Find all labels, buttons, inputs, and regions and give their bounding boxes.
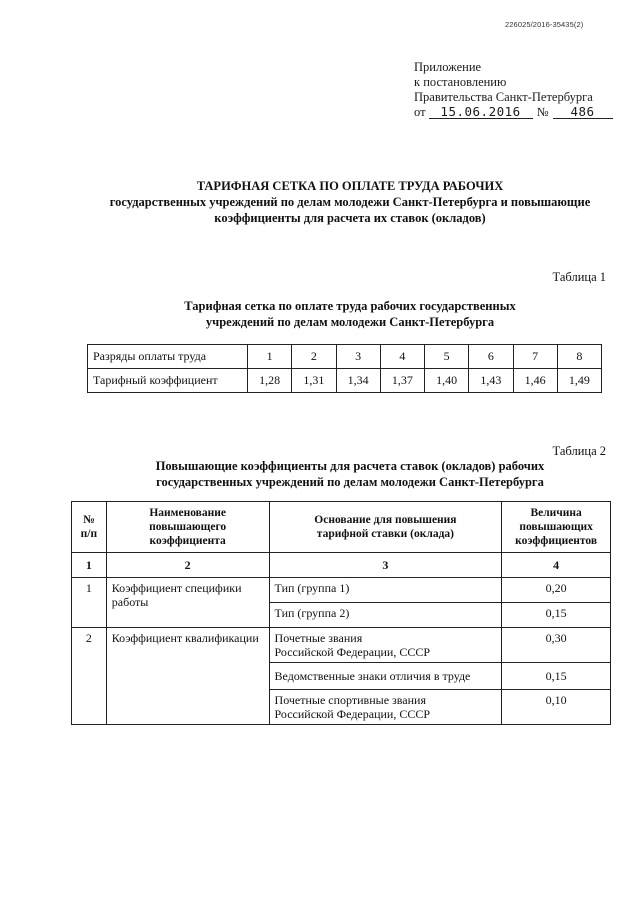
main-title bbox=[60, 178, 640, 226]
appendix-line-2: к постановлению bbox=[414, 75, 507, 89]
header-name bbox=[106, 502, 269, 553]
row-number: 2 bbox=[72, 628, 107, 725]
coefficient-cell: 1,31 bbox=[292, 369, 336, 393]
column-number: 3 bbox=[269, 553, 502, 578]
basis-cell: Тип (группа 1) bbox=[269, 578, 502, 603]
coefficient-cell: 1,28 bbox=[248, 369, 292, 393]
grades-row bbox=[88, 345, 602, 369]
header-basis-line-1: Основание для повышения bbox=[314, 514, 457, 526]
resolution-number: 486 bbox=[553, 106, 613, 119]
raising-coefficients-table bbox=[71, 501, 611, 725]
grade-cell: 8 bbox=[557, 345, 601, 369]
grade-cell: 6 bbox=[469, 345, 513, 369]
table2-title-line-2: государственных учреждений по делам молодежи Санкт-Петербурга bbox=[156, 475, 544, 489]
table2-title bbox=[60, 458, 640, 490]
header-name-line-3: коэффициента bbox=[149, 535, 226, 547]
header-name-line-1: Наименование bbox=[149, 507, 226, 519]
grade-cell: 7 bbox=[513, 345, 557, 369]
basis-cell bbox=[269, 690, 502, 725]
column-numbers-row bbox=[72, 553, 611, 578]
header-value-line-2: повышающих bbox=[519, 521, 593, 533]
coefficient-cell: 1,37 bbox=[380, 369, 424, 393]
coefficient-cell: 1,43 bbox=[469, 369, 513, 393]
coefficients-row bbox=[88, 369, 602, 393]
value-cell: 0,10 bbox=[502, 690, 611, 725]
basis-cell: Тип (группа 2) bbox=[269, 603, 502, 628]
header-value bbox=[502, 502, 611, 553]
header-value-line-1: Величина bbox=[530, 507, 582, 519]
coefficient-cell: 1,40 bbox=[425, 369, 469, 393]
document-id: 226025/2016-35435(2) bbox=[505, 20, 584, 29]
coefficient-name-line-1: Коэффициент специфики bbox=[111, 581, 242, 595]
from-label: от bbox=[414, 105, 426, 119]
basis-line-1: Почетные звания bbox=[274, 631, 363, 645]
row-number: 1 bbox=[72, 578, 107, 628]
value-cell: 0,30 bbox=[502, 628, 611, 663]
value-cell: 0,15 bbox=[502, 663, 611, 690]
coefficient-name: Коэффициент квалификации bbox=[106, 628, 269, 725]
table2-header-row bbox=[72, 502, 611, 553]
table1-label: Таблица 1 bbox=[552, 270, 606, 284]
header-name-line-2: повышающего bbox=[149, 521, 227, 533]
coefficient-name bbox=[106, 578, 269, 628]
column-number: 4 bbox=[502, 553, 611, 578]
table1-title-line-2: учреждений по делам молодежи Санкт-Петербурга bbox=[205, 315, 495, 329]
main-title-line-2: государственных учреждений по делам молодежи Санкт-Петербурга и повышающие bbox=[109, 195, 591, 209]
main-title-line-1: ТАРИФНАЯ СЕТКА ПО ОПЛАТЕ ТРУДА РАБОЧИХ bbox=[196, 179, 504, 193]
header-no-line-2: п/п bbox=[80, 528, 98, 540]
grade-cell: 2 bbox=[292, 345, 336, 369]
column-number: 1 bbox=[72, 553, 107, 578]
coefficients-row-head: Тарифный коэффициент bbox=[88, 369, 248, 393]
header-basis bbox=[269, 502, 502, 553]
basis-line-1: Почетные спортивные звания bbox=[274, 693, 426, 707]
coefficient-cell: 1,46 bbox=[513, 369, 557, 393]
basis-line-2: Российской Федерации, СССР bbox=[274, 645, 431, 659]
appendix-date-line bbox=[414, 105, 614, 120]
coefficient-name-line-2: работы bbox=[111, 595, 149, 609]
appendix-block bbox=[414, 60, 614, 120]
table-row bbox=[72, 628, 611, 663]
coefficient-cell: 1,34 bbox=[336, 369, 380, 393]
appendix-line-1: Приложение bbox=[414, 60, 482, 74]
main-title-line-3: коэффициенты для расчета их ставок (окладов) bbox=[214, 211, 486, 225]
tariff-grid-table bbox=[87, 344, 602, 393]
table-row bbox=[72, 578, 611, 603]
grade-cell: 1 bbox=[248, 345, 292, 369]
header-no-line-1: № bbox=[83, 514, 95, 526]
resolution-date: 15.06.2016 bbox=[429, 106, 533, 119]
basis-cell bbox=[269, 628, 502, 663]
grades-row-head: Разряды оплаты труда bbox=[88, 345, 248, 369]
basis-cell: Ведомственные знаки отличия в труде bbox=[269, 663, 502, 690]
number-label: № bbox=[536, 105, 549, 119]
appendix-line-3: Правительства Санкт-Петербурга bbox=[414, 90, 593, 104]
header-no bbox=[72, 502, 107, 553]
grade-cell: 3 bbox=[336, 345, 380, 369]
table1-title bbox=[60, 298, 640, 330]
header-value-line-3: коэффициентов bbox=[515, 535, 598, 547]
grade-cell: 4 bbox=[380, 345, 424, 369]
basis-line-2: Российской Федерации, СССР bbox=[274, 707, 431, 721]
grade-cell: 5 bbox=[425, 345, 469, 369]
table2-title-line-1: Повышающие коэффициенты для расчета ставок (окладов) рабочих bbox=[155, 459, 545, 473]
value-cell: 0,20 bbox=[502, 578, 611, 603]
column-number: 2 bbox=[106, 553, 269, 578]
coefficient-cell: 1,49 bbox=[557, 369, 601, 393]
header-basis-line-2: тарифной ставки (оклада) bbox=[316, 528, 454, 540]
value-cell: 0,15 bbox=[502, 603, 611, 628]
table2-label: Таблица 2 bbox=[552, 444, 606, 458]
table1-title-line-1: Тарифная сетка по оплате труда рабочих государственных bbox=[184, 299, 516, 313]
